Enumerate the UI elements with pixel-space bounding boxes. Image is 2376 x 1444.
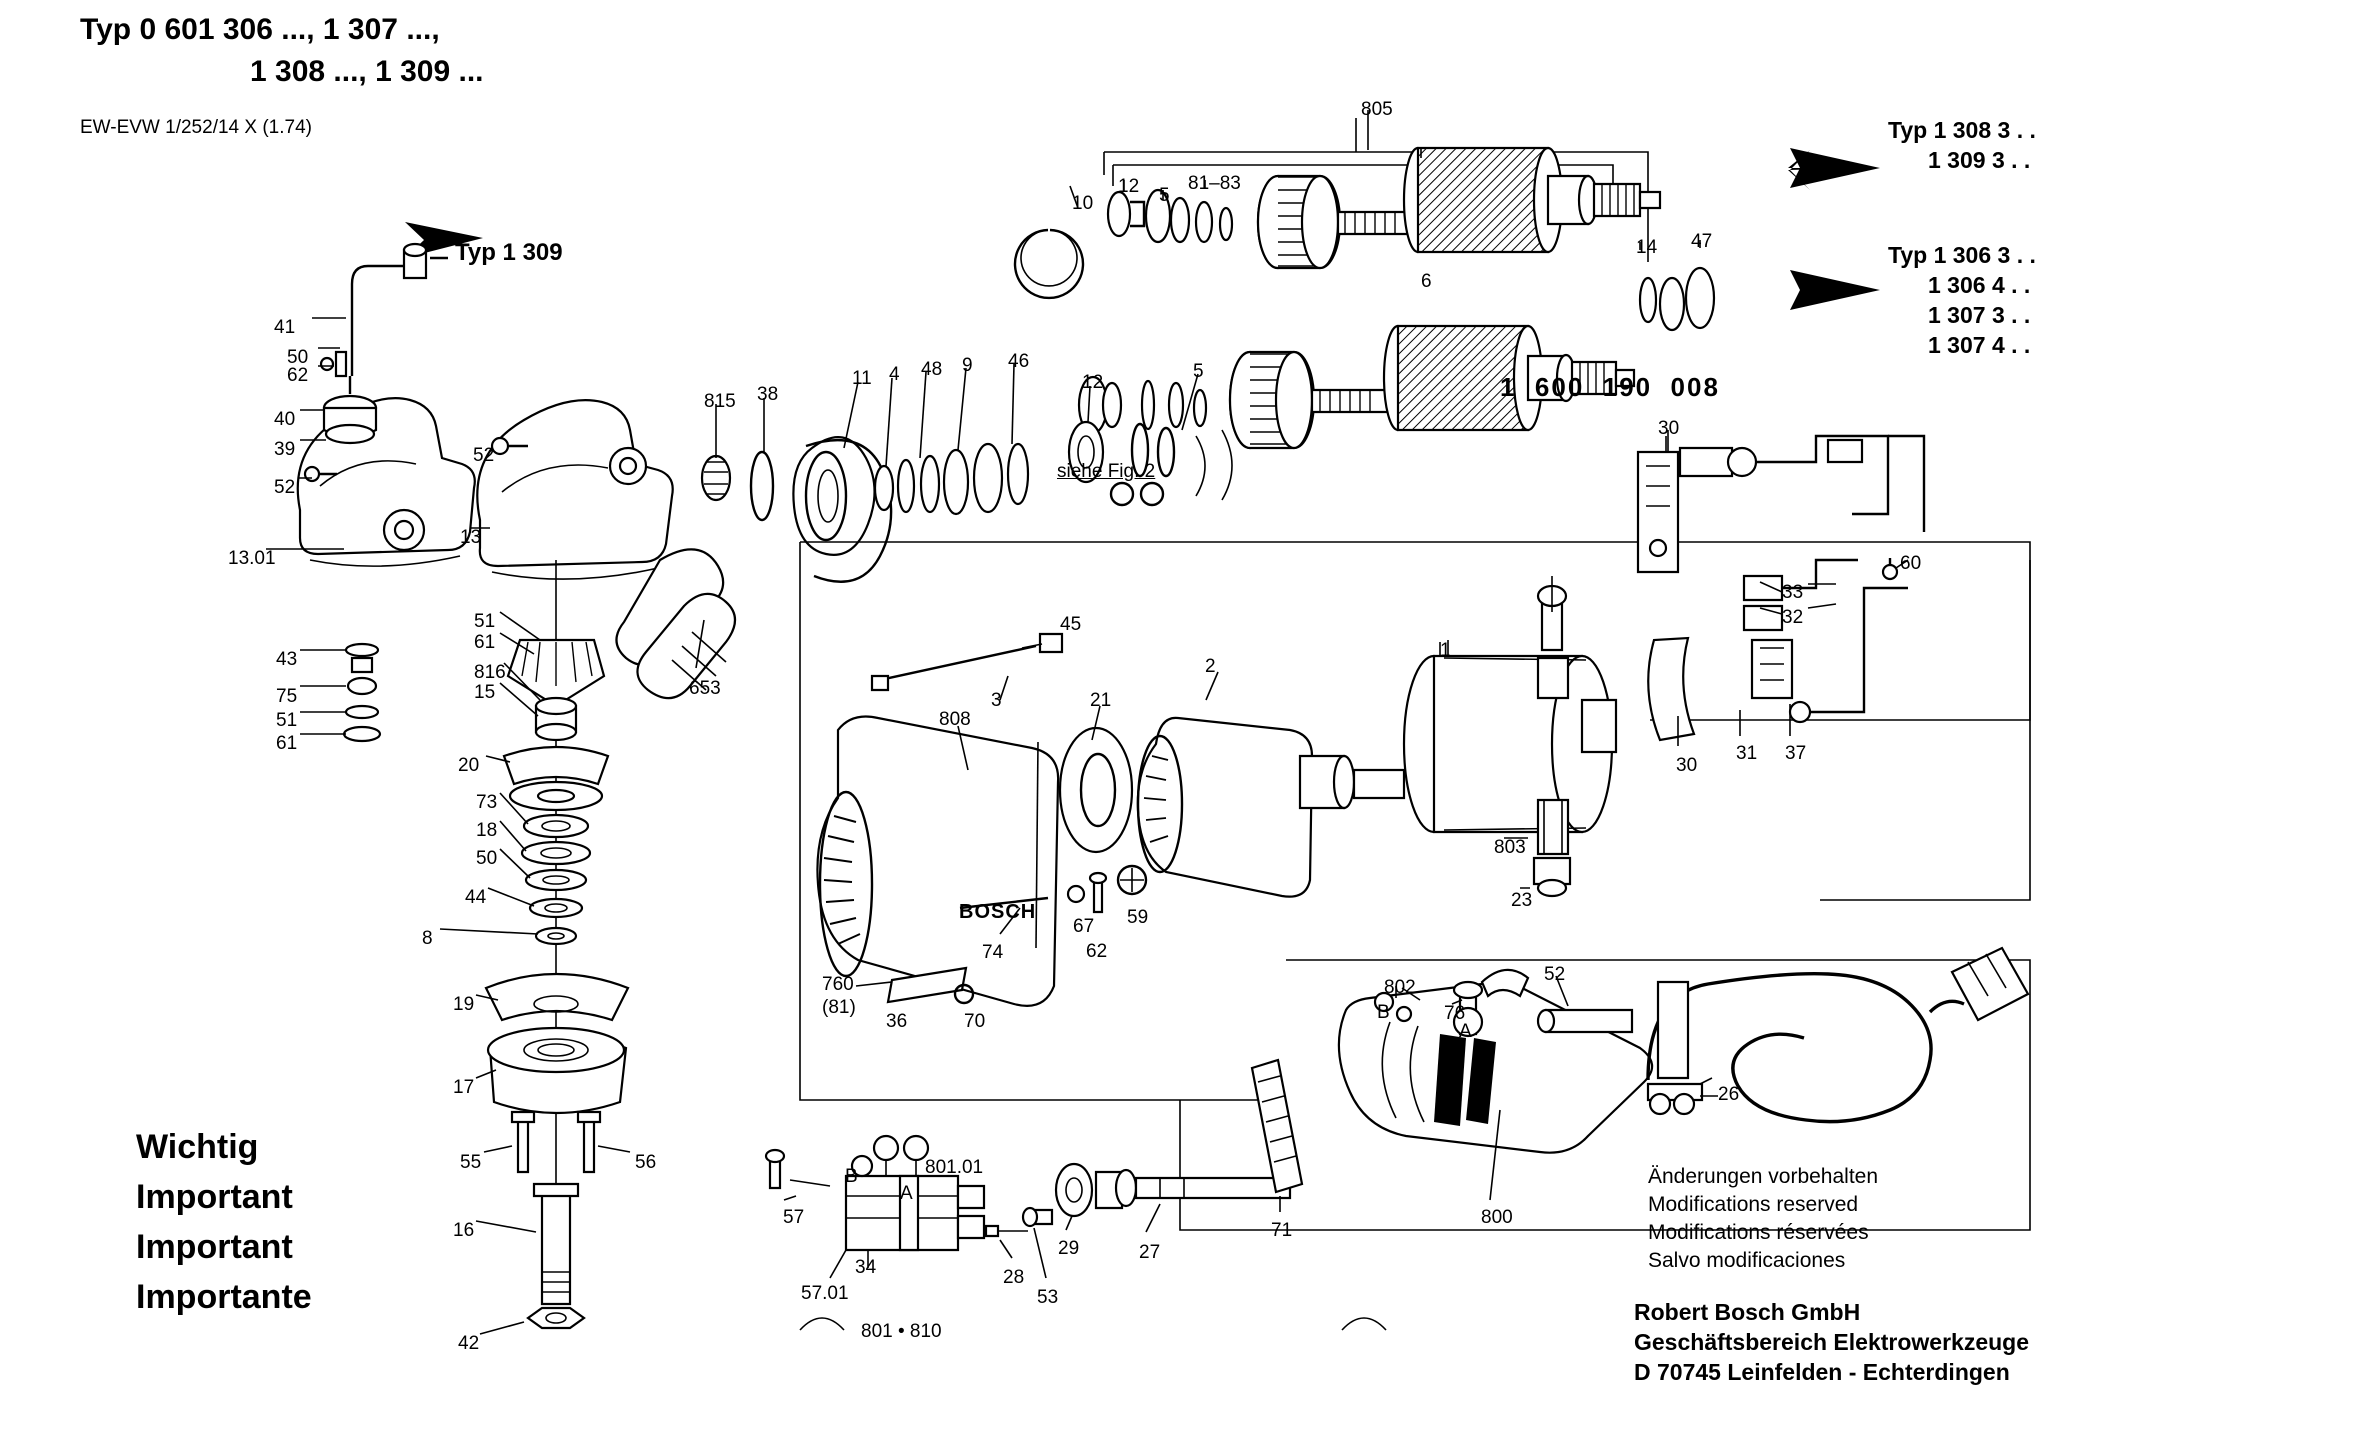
part-label-p815: 815	[704, 391, 736, 412]
important-de: Wichtig	[136, 1128, 259, 1166]
part-label-p3: 3	[991, 690, 1002, 711]
part-label-p802: 802	[1384, 977, 1416, 998]
important-en: Important	[136, 1178, 293, 1216]
part-label-p52b: 52	[473, 445, 495, 466]
part-label-p56: 56	[635, 1152, 657, 1173]
part-label-p50: 50	[287, 347, 309, 368]
part-label-p38: 38	[757, 384, 779, 405]
part-label-p801_810: 801 • 810	[861, 1321, 942, 1342]
part-label-p59: 59	[1127, 907, 1149, 928]
part-label-p13_01: 13.01	[228, 548, 276, 569]
part-label-p6: 6	[1421, 271, 1432, 292]
part-label-p816: 816	[474, 662, 506, 683]
part-label-p57_01: 57.01	[801, 1283, 849, 1304]
part-label-p29: 29	[1058, 1238, 1080, 1259]
part-label-p12b: 12	[1082, 372, 1104, 393]
footer-note-de: Änderungen vorbehalten	[1648, 1165, 1879, 1188]
part-label-pA1: A	[1459, 1021, 1472, 1042]
part-label-p27: 27	[1139, 1242, 1161, 1263]
part-label-p808: 808	[939, 709, 971, 730]
part-label-p52c: 52	[1544, 964, 1566, 985]
part-label-p13: 13	[460, 527, 482, 548]
part-label-p30b: 30	[1676, 755, 1698, 776]
part-label-p12a: 12	[1118, 176, 1140, 197]
footer-company: Robert Bosch GmbH	[1634, 1299, 1861, 1325]
part-label-p75: 75	[276, 686, 298, 707]
part-label-p62: 62	[287, 365, 309, 386]
part-label-p44: 44	[465, 887, 487, 908]
part-label-p57: 57	[783, 1207, 805, 1228]
important-es: Importante	[136, 1278, 312, 1316]
part-label-pA2: A	[900, 1183, 913, 1204]
part-label-p81: (81)	[822, 997, 856, 1018]
part-label-p40: 40	[274, 409, 296, 430]
part-label-p71: 71	[1271, 1220, 1293, 1241]
callout-group-mid-4: 1 307 4 . .	[1928, 332, 2031, 358]
part-label-p18: 18	[476, 820, 498, 841]
part-label-p10: 10	[1072, 193, 1094, 214]
footer-note-es: Salvo modificaciones	[1648, 1249, 1846, 1272]
part-label-p36: 36	[886, 1011, 908, 1032]
part-label-p4: 4	[889, 364, 900, 385]
callout-group-mid-3: 1 307 3 . .	[1928, 302, 2031, 328]
part-label-p39: 39	[274, 439, 296, 460]
part-label-p760: 760	[822, 974, 854, 995]
part-label-p28: 28	[1003, 1267, 1025, 1288]
part-label-p53: 53	[1037, 1287, 1059, 1308]
part-label-p37: 37	[1785, 743, 1807, 764]
callout-group-top-2: 1 309 3 . .	[1928, 147, 2031, 173]
part-label-p803: 803	[1494, 837, 1526, 858]
document-code: EW-EVW 1/252/14 X (1.74)	[80, 117, 312, 138]
part-label-p5b: 5	[1193, 361, 1204, 382]
footer-note-fr: Modifications réservées	[1648, 1221, 1869, 1244]
part-label-p653: 653	[689, 678, 721, 699]
part-label-p23: 23	[1511, 890, 1533, 911]
part-label-p1: 1	[1440, 640, 1451, 661]
part-label-p19: 19	[453, 994, 475, 1015]
part-label-p34: 34	[855, 1257, 877, 1278]
part-label-p43: 43	[276, 649, 298, 670]
important-fr: Important	[136, 1228, 293, 1266]
part-label-p9: 9	[962, 355, 973, 376]
part-label-p81_83: 81–83	[1188, 173, 1241, 194]
part-label-p26: 26	[1718, 1084, 1740, 1105]
part-label-p45: 45	[1060, 614, 1082, 635]
part-label-p60: 60	[1900, 553, 1922, 574]
part-label-p48: 48	[921, 359, 943, 380]
part-label-p55: 55	[460, 1152, 482, 1173]
part-label-p41: 41	[274, 317, 296, 338]
part-label-p76: 76	[1444, 1003, 1466, 1024]
part-label-p50b: 50	[476, 848, 498, 869]
part-label-p42: 42	[458, 1333, 480, 1354]
part-label-p800: 800	[1481, 1207, 1513, 1228]
part-label-p801_01: 801.01	[925, 1157, 984, 1178]
page-title-line2: 1 308 ..., 1 309 ...	[250, 55, 484, 88]
part-label-p73: 73	[476, 792, 498, 813]
part-label-p52a: 52	[274, 477, 296, 498]
part-label-p805: 805	[1361, 99, 1393, 120]
part-label-p5a: 5	[1159, 185, 1170, 206]
part-label-p21: 21	[1090, 690, 1112, 711]
spare-part-number: 1 600 190 008	[1500, 372, 1720, 402]
part-label-p46: 46	[1008, 351, 1030, 372]
footer-division: Geschäftsbereich Elektrowerkzeuge	[1634, 1329, 2029, 1355]
callout-group-mid-2: 1 306 4 . .	[1928, 272, 2031, 298]
part-label-p11: 11	[852, 368, 872, 389]
part-label-p51b: 51	[276, 710, 298, 731]
part-label-p14: 14	[1636, 237, 1658, 258]
part-label-p2: 2	[1205, 656, 1216, 677]
part-label-p30a: 30	[1658, 418, 1680, 439]
part-label-p16: 16	[453, 1220, 475, 1241]
callout-typ-1309: Typ 1 309	[455, 239, 563, 266]
part-label-p61b: 61	[276, 733, 298, 754]
part-label-p47: 47	[1691, 231, 1713, 252]
part-label-p32: 32	[1782, 607, 1804, 628]
callout-group-top-1: Typ 1 308 3 . .	[1888, 117, 2036, 143]
footer-address: D 70745 Leinfelden - Echterdingen	[1634, 1359, 2010, 1385]
bosch-logo: BOSCH	[959, 901, 1037, 923]
part-label-p67: 67	[1073, 916, 1095, 937]
part-label-p61a: 61	[474, 632, 496, 653]
page-title-line1: Typ 0 601 306 ..., 1 307 ...,	[80, 13, 440, 46]
part-label-pB2: B	[1377, 1002, 1390, 1023]
footer-note-en: Modifications reserved	[1648, 1193, 1859, 1216]
part-label-p33: 33	[1782, 582, 1804, 603]
part-label-p17: 17	[453, 1077, 475, 1098]
part-label-p8: 8	[422, 928, 433, 949]
callout-group-mid-1: Typ 1 306 3 . .	[1888, 242, 2036, 268]
part-label-p70: 70	[964, 1011, 986, 1032]
part-label-pB1: B	[845, 1166, 858, 1187]
part-label-p31: 31	[1736, 743, 1758, 764]
part-label-p74: 74	[982, 942, 1004, 963]
part-label-p15: 15	[474, 682, 496, 703]
see-figure-note: siehe Fig. 2	[1057, 461, 1156, 482]
part-label-p51a: 51	[474, 611, 496, 632]
part-label-p62b: 62	[1086, 941, 1108, 962]
part-label-p20: 20	[458, 755, 480, 776]
